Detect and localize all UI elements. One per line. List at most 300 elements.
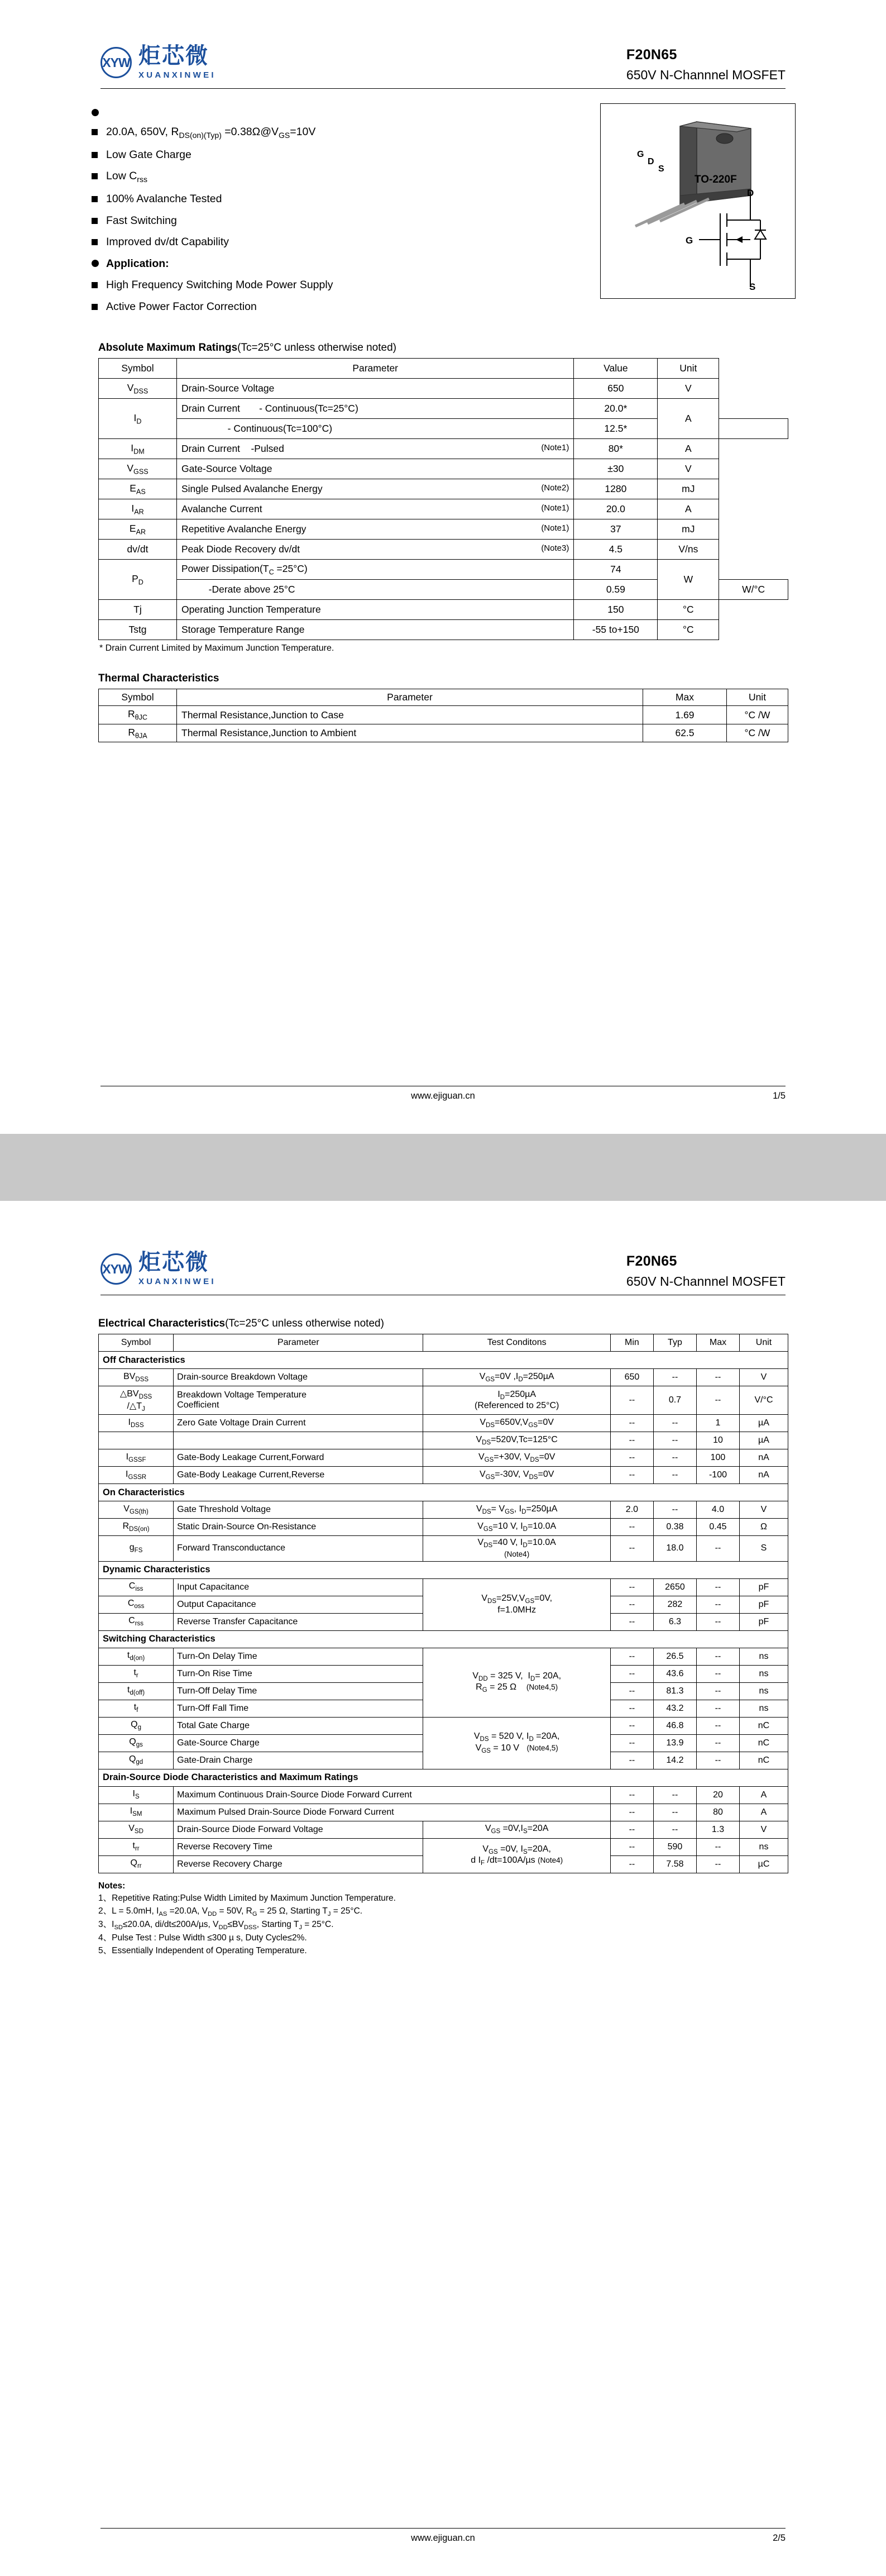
row-value: ±30 bbox=[574, 459, 658, 479]
logo-mark-icon: XYW bbox=[100, 1253, 132, 1285]
symbol-pin-d: D bbox=[747, 188, 754, 198]
row-symbol: $Q_g$ bbox=[99, 1717, 174, 1734]
symbol-pin-s: S bbox=[749, 282, 756, 292]
row-parameter: - Continuous(Tc=100°C) bbox=[177, 419, 574, 439]
row-condition: $V_{GS} =0V,I_S=20A$ bbox=[423, 1821, 610, 1838]
row-unit: °C /W bbox=[727, 724, 788, 742]
row-min: -- bbox=[610, 1519, 653, 1536]
row-symbol: $BV_{DSS}$ bbox=[99, 1369, 174, 1386]
row-parameter: Output Capacitance bbox=[174, 1596, 423, 1613]
row-max: -- bbox=[696, 1752, 739, 1769]
row-parameter: Turn-Off Delay Time bbox=[174, 1682, 423, 1700]
table-row bbox=[99, 1432, 788, 1449]
company-name-en: XUANXINWEI bbox=[138, 1277, 216, 1286]
row-parameter: Static Drain-Source On-Resistance bbox=[174, 1519, 423, 1536]
row-parameter: Repetitive Avalanche Energy (Note1) bbox=[177, 519, 574, 540]
electrical-table bbox=[98, 1334, 788, 1873]
row-symbol: $t_r$ bbox=[99, 1665, 174, 1682]
section-header-row bbox=[99, 1484, 788, 1501]
row-parameter: Gate Threshold Voltage bbox=[174, 1501, 423, 1519]
row-parameter: Gate-Source Voltage bbox=[177, 459, 574, 479]
bullet-square-icon bbox=[92, 196, 98, 202]
row-max: -- bbox=[696, 1596, 739, 1613]
column-header: Max bbox=[696, 1334, 739, 1352]
table-row bbox=[99, 379, 788, 399]
row-symbol: Tj bbox=[99, 600, 177, 620]
row-parameter: Gate-Body Leakage Current,Reverse bbox=[174, 1467, 423, 1484]
page-2-footer bbox=[67, 2528, 819, 2544]
row-parameter: Drain-source Breakdown Voltage bbox=[174, 1369, 423, 1386]
section-title: Switching Characteristics bbox=[99, 1630, 788, 1648]
row-unit: A bbox=[740, 1786, 788, 1804]
company-logo bbox=[100, 45, 216, 79]
table-row bbox=[99, 1821, 788, 1838]
row-unit: µA bbox=[740, 1432, 788, 1449]
row-parameter: Reverse Transfer Capacitance bbox=[174, 1613, 423, 1630]
row-value: 37 bbox=[574, 519, 658, 540]
row-typ: -- bbox=[653, 1449, 696, 1467]
row-symbol: $C_{oss}$ bbox=[99, 1596, 174, 1613]
note-item: 2、L = 5.0mH, $I_{AS} =20.0A$, $V_{DD} = 50V$, $R_G = 25$ Ω, Starting $T_J = 25^\circ C$. bbox=[98, 1906, 363, 1917]
electrical-body bbox=[99, 1352, 788, 1873]
row-parameter: Thermal Resistance,Junction to Ambient bbox=[177, 724, 643, 742]
row-unit: µA bbox=[740, 1415, 788, 1432]
row-symbol: $t_{d(off)}$ bbox=[99, 1682, 174, 1700]
row-condition: $V_{DS}= V_{GS}$, $I_D=250\mu A$ bbox=[423, 1501, 610, 1519]
row-min: 2.0 bbox=[610, 1501, 653, 1519]
page-2 bbox=[0, 1201, 886, 2576]
feature-item bbox=[92, 150, 494, 161]
row-value: 20.0 bbox=[574, 499, 658, 519]
table-row bbox=[99, 1415, 788, 1432]
page-header bbox=[67, 45, 819, 83]
row-unit: nA bbox=[740, 1449, 788, 1467]
table-row bbox=[99, 1369, 788, 1386]
feature-text: 20.0A, 650V, $R_{DS(on)(Typ)}$ $=0.38\Omega@V_{GS}=10V$ bbox=[106, 126, 316, 140]
row-unit: µC bbox=[740, 1855, 788, 1873]
pin-label-s: S bbox=[658, 164, 664, 174]
row-parameter: Forward Transconductance bbox=[174, 1536, 423, 1561]
row-typ: 590 bbox=[653, 1838, 696, 1855]
row-min: -- bbox=[610, 1449, 653, 1467]
row-value: -55 to+150 bbox=[574, 620, 658, 640]
row-min: -- bbox=[610, 1596, 653, 1613]
row-condition: $V_{GS}=0V$ $,I_D=250\mu A$ bbox=[423, 1369, 610, 1386]
row-typ: 0.7 bbox=[653, 1386, 696, 1415]
table-row bbox=[99, 620, 788, 640]
symbol-pin-g: G bbox=[686, 235, 693, 246]
company-name-cn: 炬芯微 bbox=[138, 1249, 209, 1275]
row-unit: ns bbox=[740, 1700, 788, 1717]
row-symbol: $R_{\theta JA}$ bbox=[99, 724, 177, 742]
row-condition: $V_{DD} = 325$ V, $I_D= 20A$, $R_G = 25$ Ω (Note4,5) bbox=[423, 1648, 610, 1717]
row-max: -- bbox=[696, 1717, 739, 1734]
section-header-row bbox=[99, 1769, 788, 1786]
column-header: Parameter bbox=[177, 689, 643, 706]
table-row bbox=[99, 499, 788, 519]
row-max: -100 bbox=[696, 1467, 739, 1484]
company-name-en: XUANXINWEI bbox=[138, 70, 216, 80]
row-symbol: $V_{DSS}$ bbox=[99, 379, 177, 399]
notes-items bbox=[98, 1892, 819, 1957]
row-unit: A bbox=[658, 499, 719, 519]
row-condition: $I_D=250\mu A$ (Referenced to 25°C) bbox=[423, 1386, 610, 1415]
bullet-square-icon bbox=[92, 218, 98, 224]
feature-item bbox=[92, 171, 494, 183]
abs-max-title: Absolute Maximum Ratings(Tc=25°C unless otherwise noted) bbox=[98, 342, 396, 354]
row-unit: V bbox=[740, 1501, 788, 1519]
row-condition: $V_{DS}=650V,V_{GS}=0V$ bbox=[423, 1415, 610, 1432]
row-value: 0.59 bbox=[574, 580, 658, 600]
row-typ: 7.58 bbox=[653, 1855, 696, 1873]
feature-text: High Frequency Switching Mode Power Supply bbox=[106, 279, 333, 292]
row-symbol: $V_{SD}$ bbox=[99, 1821, 174, 1838]
row-condition: $V_{DS}=40$ V, $I_D=10.0A$ (Note4) bbox=[423, 1536, 610, 1561]
row-parameter: Avalanche Current (Note1) bbox=[177, 499, 574, 519]
row-parameter: Reverse Recovery Time bbox=[174, 1838, 423, 1855]
electrical-title: Electrical Characteristics(Tc=25°C unless otherwise noted) bbox=[98, 1318, 384, 1329]
row-unit: nA bbox=[740, 1467, 788, 1484]
row-unit: pF bbox=[740, 1578, 788, 1596]
table-row bbox=[99, 1519, 788, 1536]
row-condition: $V_{DS}=520V,Tc=125^\circ C$ bbox=[423, 1432, 610, 1449]
row-min: -- bbox=[610, 1432, 653, 1449]
row-min: -- bbox=[610, 1821, 653, 1838]
row-symbol: $R_{DS(on)}$ bbox=[99, 1519, 174, 1536]
column-header: Value bbox=[574, 359, 658, 379]
row-max: -- bbox=[696, 1648, 739, 1665]
page-1 bbox=[0, 0, 886, 1134]
row-parameter: Thermal Resistance,Junction to Case bbox=[177, 706, 643, 724]
abs-max-body bbox=[99, 379, 788, 640]
row-min: -- bbox=[610, 1838, 653, 1855]
row-max: 100 bbox=[696, 1449, 739, 1467]
features-and-package bbox=[67, 103, 819, 323]
row-symbol: $I_S$ bbox=[99, 1786, 174, 1804]
row-parameter: Storage Temperature Range bbox=[177, 620, 574, 640]
row-parameter: Total Gate Charge bbox=[174, 1717, 423, 1734]
row-condition: $V_{DS} = 520$ V, $I_D =20A$, $V_{GS} = 10$ V (Note4,5) bbox=[423, 1717, 610, 1769]
row-symbol: $I_{GSSR}$ bbox=[99, 1467, 174, 1484]
column-header: Unit bbox=[658, 359, 719, 379]
feature-item bbox=[92, 237, 494, 248]
row-condition: $V_{GS}=10$ V, $I_D=10.0A$ bbox=[423, 1519, 610, 1536]
feature-item bbox=[92, 216, 494, 227]
page-1-footer bbox=[67, 1086, 819, 1101]
row-max: -- bbox=[696, 1665, 739, 1682]
column-header: Unit bbox=[740, 1334, 788, 1352]
pin-label-g: G bbox=[637, 150, 644, 159]
row-value: 12.5* bbox=[574, 419, 658, 439]
row-min: -- bbox=[610, 1467, 653, 1484]
row-max: 1.3 bbox=[696, 1821, 739, 1838]
table-row bbox=[99, 519, 788, 540]
section-title: Off Characteristics bbox=[99, 1352, 788, 1369]
feature-item bbox=[92, 194, 494, 205]
notes-block bbox=[98, 1880, 819, 1957]
row-typ: 26.5 bbox=[653, 1648, 696, 1665]
row-unit: nC bbox=[740, 1752, 788, 1769]
row-unit: pF bbox=[740, 1613, 788, 1630]
row-min: -- bbox=[610, 1578, 653, 1596]
row-unit: mJ bbox=[658, 479, 719, 499]
row-parameter: -Derate above 25°C bbox=[177, 580, 574, 600]
thermal-body bbox=[99, 706, 788, 742]
table-row bbox=[99, 459, 788, 479]
table-row bbox=[99, 1838, 788, 1855]
row-parameter bbox=[174, 1432, 423, 1449]
row-symbol: $P_D$ bbox=[99, 560, 177, 600]
row-typ: 43.2 bbox=[653, 1700, 696, 1717]
row-typ: 6.3 bbox=[653, 1613, 696, 1630]
row-typ: -- bbox=[653, 1786, 696, 1804]
footer-page-number: 2/5 bbox=[773, 2533, 786, 2543]
column-header: Test Conditons bbox=[423, 1334, 610, 1352]
row-symbol: $I_{GSSF}$ bbox=[99, 1449, 174, 1467]
feature-text: Fast Switching bbox=[106, 214, 177, 227]
row-max: 0.45 bbox=[696, 1519, 739, 1536]
table-row bbox=[99, 1717, 788, 1734]
row-symbol: $C_{iss}$ bbox=[99, 1578, 174, 1596]
row-parameter: Turn-On Delay Time bbox=[174, 1648, 423, 1665]
row-parameter: Peak Diode Recovery dv/dt (Note3) bbox=[177, 540, 574, 560]
note-item: 1、Repetitive Rating:Pulse Width Limited by Maximum Junction Temperature. bbox=[98, 1893, 396, 1904]
row-condition: $V_{GS}=+30V$, $V_{DS}=0V$ bbox=[423, 1449, 610, 1467]
table-row bbox=[99, 1804, 788, 1821]
row-symbol: $I_{SM}$ bbox=[99, 1804, 174, 1821]
row-parameter: Drain-Source Diode Forward Voltage bbox=[174, 1821, 423, 1838]
row-typ: 0.38 bbox=[653, 1519, 696, 1536]
feature-item bbox=[92, 127, 494, 139]
row-value: 650 bbox=[574, 379, 658, 399]
row-unit: Ω bbox=[740, 1519, 788, 1536]
row-unit: mJ bbox=[658, 519, 719, 540]
company-name-cn: 炬芯微 bbox=[138, 43, 209, 69]
logo-mark-icon: XYW bbox=[100, 47, 132, 78]
bullet-square-icon bbox=[92, 173, 98, 179]
row-min: -- bbox=[610, 1536, 653, 1561]
row-max: -- bbox=[696, 1855, 739, 1873]
row-min: -- bbox=[610, 1734, 653, 1752]
row-symbol: $\triangle BV_{DSS}$ $/\triangle T_J$ bbox=[99, 1386, 174, 1415]
row-max: 62.5 bbox=[643, 724, 727, 742]
row-value: 74 bbox=[574, 560, 658, 580]
row-value: 80* bbox=[574, 439, 658, 459]
company-logo bbox=[100, 1251, 216, 1286]
bullet-circle-icon bbox=[92, 260, 99, 267]
feature-text: Application: bbox=[106, 257, 169, 270]
header-divider bbox=[100, 88, 786, 89]
row-unit: ns bbox=[740, 1648, 788, 1665]
row-min: -- bbox=[610, 1804, 653, 1821]
row-parameter: Breakdown Voltage Temperature Coefficient bbox=[174, 1386, 423, 1415]
row-parameter: Gate-Source Charge bbox=[174, 1734, 423, 1752]
footer-url[interactable]: www.ejiguan.cn bbox=[411, 2533, 475, 2543]
package-drawing bbox=[600, 103, 796, 299]
row-parameter: Drain Current -Pulsed (Note1) bbox=[177, 439, 574, 459]
row-typ: 46.8 bbox=[653, 1717, 696, 1734]
row-typ: 43.6 bbox=[653, 1665, 696, 1682]
row-unit: pF bbox=[740, 1596, 788, 1613]
table-row bbox=[99, 1449, 788, 1467]
row-unit: W bbox=[658, 560, 719, 600]
row-parameter: Drain Current - Continuous(Tc=25°C) bbox=[177, 399, 574, 419]
bullet-square-icon bbox=[92, 152, 98, 158]
footer-page-number: 1/5 bbox=[773, 1091, 786, 1101]
page-header bbox=[67, 1251, 819, 1289]
row-condition: $V_{GS} =0V$, $I_S=20A$, d $I_F$ /dt=100A/µs (Note4) bbox=[423, 1838, 610, 1873]
row-symbol: $V_{GSS}$ bbox=[99, 459, 177, 479]
row-max: 4.0 bbox=[696, 1501, 739, 1519]
row-symbol: $t_f$ bbox=[99, 1700, 174, 1717]
row-typ: -- bbox=[653, 1501, 696, 1519]
section-header-row bbox=[99, 1352, 788, 1369]
table-row bbox=[99, 1467, 788, 1484]
row-unit: V bbox=[740, 1369, 788, 1386]
row-unit: °C bbox=[658, 620, 719, 640]
row-symbol: $C_{rss}$ bbox=[99, 1613, 174, 1630]
table-row bbox=[99, 1786, 788, 1804]
section-header-row bbox=[99, 1630, 788, 1648]
table-row bbox=[99, 560, 788, 580]
row-condition: $V_{DS}=25V,V_{GS}=0V$, f=1.0MHz bbox=[423, 1578, 610, 1630]
row-typ: -- bbox=[653, 1369, 696, 1386]
row-symbol: dv/dt bbox=[99, 540, 177, 560]
note-item: 3、$I_{SD}\le 20.0A$, di/dt≤200A/µs, $V_{DD}\le BV_{DSS}$, Starting $T_J = 25^\circ C$. bbox=[98, 1919, 334, 1931]
footer-url[interactable]: www.ejiguan.cn bbox=[411, 1091, 475, 1101]
row-typ: -- bbox=[653, 1821, 696, 1838]
row-unit: ns bbox=[740, 1838, 788, 1855]
row-symbol: $t_{d(on)}$ bbox=[99, 1648, 174, 1665]
row-typ: 14.2 bbox=[653, 1752, 696, 1769]
row-symbol: $Q_{gs}$ bbox=[99, 1734, 174, 1752]
row-unit: V bbox=[658, 379, 719, 399]
feature-text: Improved dv/dt Capability bbox=[106, 236, 229, 249]
row-min: -- bbox=[610, 1717, 653, 1734]
table-header-row bbox=[99, 689, 788, 706]
row-max: 20 bbox=[696, 1786, 739, 1804]
package-name: TO-220F bbox=[695, 174, 737, 185]
note-item: 4、Pulse Test : Pulse Width ≤300 µ s, Duty Cycle≤2%. bbox=[98, 1933, 307, 1943]
table-row bbox=[99, 1578, 788, 1596]
row-value: 150 bbox=[574, 600, 658, 620]
row-value: 20.0* bbox=[574, 399, 658, 419]
row-unit: °C bbox=[658, 600, 719, 620]
row-symbol: $I_{DM}$ bbox=[99, 439, 177, 459]
row-unit: V bbox=[658, 459, 719, 479]
row-symbol: Tstg bbox=[99, 620, 177, 640]
feature-list bbox=[92, 103, 494, 323]
row-max: -- bbox=[696, 1578, 739, 1596]
row-typ: 2650 bbox=[653, 1578, 696, 1596]
feature-text: Active Power Factor Correction bbox=[106, 300, 257, 313]
row-symbol: $Q_{rr}$ bbox=[99, 1855, 174, 1873]
row-value: 1280 bbox=[574, 479, 658, 499]
table-row bbox=[99, 1648, 788, 1665]
row-min: 650 bbox=[610, 1369, 653, 1386]
table-row bbox=[99, 479, 788, 499]
table-row bbox=[99, 600, 788, 620]
row-symbol: $Q_{gd}$ bbox=[99, 1752, 174, 1769]
row-parameter: Power $Dissipation(T_C =25^\circ C)$ bbox=[177, 560, 574, 580]
abs-max-footnote: * Drain Current Limited by Maximum Junction Temperature. bbox=[99, 643, 334, 653]
table-header-row bbox=[99, 359, 788, 379]
row-min: -- bbox=[610, 1415, 653, 1432]
row-symbol: $V_{GS(th)}$ bbox=[99, 1501, 174, 1519]
row-max: -- bbox=[696, 1536, 739, 1561]
row-max: 1 bbox=[696, 1415, 739, 1432]
row-symbol: $E_{AR}$ bbox=[99, 519, 177, 540]
feature-text: Low Gate Charge bbox=[106, 148, 191, 161]
column-header: Unit bbox=[727, 689, 788, 706]
row-unit: nC bbox=[740, 1734, 788, 1752]
table-row bbox=[99, 1501, 788, 1519]
row-min: -- bbox=[610, 1700, 653, 1717]
column-header: Parameter bbox=[177, 359, 574, 379]
row-symbol bbox=[99, 1432, 174, 1449]
row-max: 10 bbox=[696, 1432, 739, 1449]
row-typ: -- bbox=[653, 1804, 696, 1821]
row-value: 4.5 bbox=[574, 540, 658, 560]
feature-item bbox=[92, 259, 494, 270]
row-unit: V/°C bbox=[740, 1386, 788, 1415]
row-unit: V/ns bbox=[658, 540, 719, 560]
row-parameter: Gate-Drain Charge bbox=[174, 1752, 423, 1769]
row-parameter: Reverse Recovery Charge bbox=[174, 1855, 423, 1873]
footer-divider bbox=[100, 2528, 786, 2529]
row-unit: ns bbox=[740, 1682, 788, 1700]
part-description: 650V N-Channnel MOSFET bbox=[626, 1274, 786, 1289]
row-unit: ns bbox=[740, 1665, 788, 1682]
column-header: Min bbox=[610, 1334, 653, 1352]
row-max: -- bbox=[696, 1700, 739, 1717]
section-title: On Characteristics bbox=[99, 1484, 788, 1501]
bullet-square-icon bbox=[92, 239, 98, 245]
part-description: 650V N-Channnel MOSFET bbox=[626, 68, 786, 82]
table-row bbox=[99, 439, 788, 459]
row-unit: V bbox=[740, 1821, 788, 1838]
row-min: -- bbox=[610, 1855, 653, 1873]
section-title: Dynamic Characteristics bbox=[99, 1561, 788, 1578]
row-typ: -- bbox=[653, 1467, 696, 1484]
row-typ: -- bbox=[653, 1415, 696, 1432]
feature-item bbox=[92, 280, 494, 291]
table-row bbox=[99, 706, 788, 724]
row-symbol: $E_{AS}$ bbox=[99, 479, 177, 499]
bullet-circle-icon bbox=[92, 109, 99, 116]
row-min: -- bbox=[610, 1386, 653, 1415]
row-unit bbox=[719, 419, 788, 439]
row-min: -- bbox=[610, 1752, 653, 1769]
row-unit: °C /W bbox=[727, 706, 788, 724]
row-max: -- bbox=[696, 1386, 739, 1415]
row-typ: -- bbox=[653, 1432, 696, 1449]
row-max: -- bbox=[696, 1734, 739, 1752]
row-parameter: Drain-Source Voltage bbox=[177, 379, 574, 399]
row-max: -- bbox=[696, 1682, 739, 1700]
row-symbol: $t_{rr}$ bbox=[99, 1838, 174, 1855]
row-parameter: Turn-On Rise Time bbox=[174, 1665, 423, 1682]
thermal-table bbox=[98, 689, 788, 742]
row-symbol: $g_{FS}$ bbox=[99, 1536, 174, 1561]
row-parameter: Maximum Continuous Drain-Source Diode Forward Current bbox=[174, 1786, 611, 1804]
thermal-title: Thermal Characteristics bbox=[98, 672, 219, 685]
row-parameter: Single Pulsed Avalanche Energy (Note2) bbox=[177, 479, 574, 499]
row-symbol: $I_D$ bbox=[99, 399, 177, 439]
feature-item bbox=[92, 302, 494, 313]
row-symbol: $I_{DSS}$ bbox=[99, 1415, 174, 1432]
row-max: -- bbox=[696, 1613, 739, 1630]
